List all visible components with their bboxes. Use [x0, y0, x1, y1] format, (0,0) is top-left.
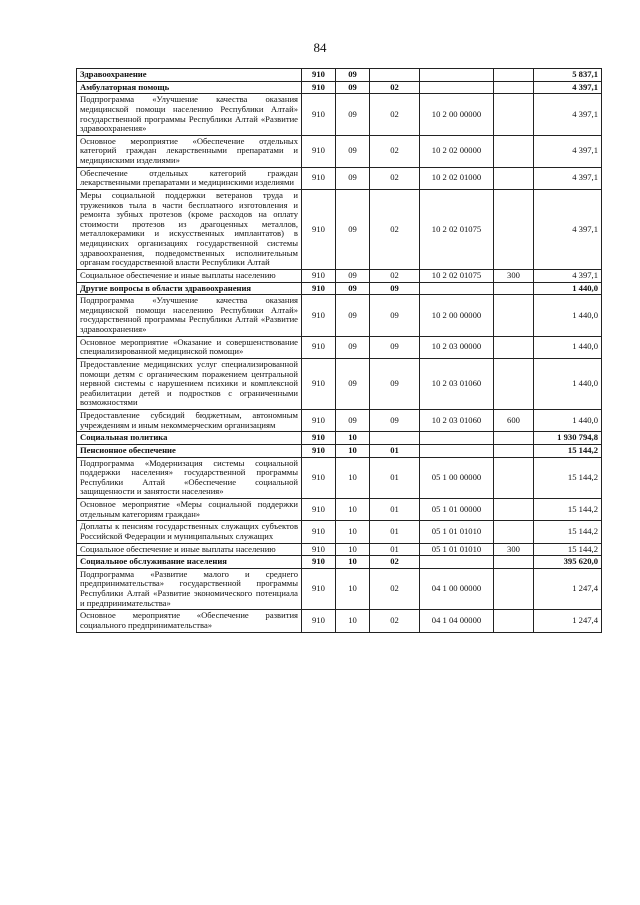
page-number: 84: [313, 40, 327, 55]
expense-type-cell: [494, 336, 534, 358]
target-article-cell: 10 2 00 00000: [420, 295, 494, 337]
amount-cell: 4 397,1: [534, 135, 602, 167]
subsection-code-cell: 02: [370, 568, 420, 610]
subsection-code-cell: 09: [370, 282, 420, 295]
row-name-cell: Социальная политика: [77, 432, 302, 445]
subsection-code-cell: 09: [370, 336, 420, 358]
section-code-cell: 09: [336, 358, 370, 409]
row-name-cell: Социальное обеспечение и иные выплаты населению: [77, 543, 302, 556]
amount-cell: 4 397,1: [534, 94, 602, 136]
row-name-cell: Предоставление медицинских услуг специализированной помощи детям с органическим поражением центральной нервной системы с нарушением психики и комплексной реабилитации детей и подростков с ограниченными возможностями: [77, 358, 302, 409]
subsection-code-cell: 02: [370, 135, 420, 167]
row-name-cell: Основное мероприятие «Обеспечение отдельных категорий граждан лекарственными препаратами и медицинскими изделиями»: [77, 135, 302, 167]
section-code-cell: 09: [336, 282, 370, 295]
expense-type-cell: [494, 444, 534, 457]
expense-type-cell: [494, 610, 534, 632]
target-article-cell: 10 2 03 01060: [420, 410, 494, 432]
table-row: [77, 568, 602, 610]
table-row: [77, 336, 602, 358]
row-name-cell: Подпрограмма «Улучшение качества оказания медицинской помощи населению Республики Алтай» государственной программы Республики Алтай «Развитие здравоохранения»: [77, 295, 302, 337]
department-code-cell: 910: [302, 69, 336, 82]
amount-cell: 1 247,4: [534, 610, 602, 632]
expense-type-cell: [494, 568, 534, 610]
expense-type-cell: [494, 358, 534, 409]
department-code-cell: 910: [302, 610, 336, 632]
amount-cell: 4 397,1: [534, 189, 602, 269]
row-name-cell: Меры социальной поддержки ветеранов труда и тружеников тыла в части бесплатного изготовления и ремонта зубных протезов (кроме расходов на оплату стоимости протезов из драгоценных металлов, металлокерамики и искусственных имплантатов) в медицинских организациях государственной системы здравоохранения, подведомственных исполнительным органам государственной власти Республики Алтай: [77, 189, 302, 269]
target-article-cell: 05 1 01 01010: [420, 521, 494, 543]
row-name-cell: Доплаты к пенсиям государственных служащих субъектов Российской Федерации и муниципальных служащих: [77, 521, 302, 543]
department-code-cell: 910: [302, 568, 336, 610]
subsection-code-cell: 02: [370, 189, 420, 269]
target-article-cell: 05 1 01 01010: [420, 543, 494, 556]
section-code-cell: 10: [336, 521, 370, 543]
row-name-cell: Здравоохранение: [77, 69, 302, 82]
expense-type-cell: [494, 81, 534, 94]
target-article-cell: 10 2 02 00000: [420, 135, 494, 167]
department-code-cell: 910: [302, 444, 336, 457]
table-row: [77, 444, 602, 457]
amount-cell: 15 144,2: [534, 543, 602, 556]
expense-type-cell: 600: [494, 410, 534, 432]
department-code-cell: 910: [302, 336, 336, 358]
amount-cell: 1 440,0: [534, 282, 602, 295]
department-code-cell: 910: [302, 269, 336, 282]
table-row: [77, 358, 602, 409]
table-row: [77, 167, 602, 189]
target-article-cell: 04 1 04 00000: [420, 610, 494, 632]
expense-type-cell: [494, 69, 534, 82]
table-row: [77, 135, 602, 167]
amount-cell: 5 837,1: [534, 69, 602, 82]
expense-type-cell: [494, 521, 534, 543]
department-code-cell: 910: [302, 457, 336, 499]
row-name-cell: Основное мероприятие «Оказание и совершенствование специализированной медицинской помощи»: [77, 336, 302, 358]
amount-cell: 1 440,0: [534, 295, 602, 337]
section-code-cell: 09: [336, 94, 370, 136]
budget-table-body: [77, 69, 602, 633]
target-article-cell: [420, 69, 494, 82]
section-code-cell: 09: [336, 295, 370, 337]
subsection-code-cell: 09: [370, 410, 420, 432]
table-row: [77, 432, 602, 445]
row-name-cell: Подпрограмма «Улучшение качества оказания медицинской помощи населению Республики Алтай» государственной программы Республики Алтай «Развитие здравоохранения»: [77, 94, 302, 136]
section-code-cell: 09: [336, 167, 370, 189]
target-article-cell: [420, 556, 494, 569]
amount-cell: 15 144,2: [534, 444, 602, 457]
subsection-code-cell: 02: [370, 167, 420, 189]
amount-cell: 15 144,2: [534, 457, 602, 499]
expense-type-cell: [494, 499, 534, 521]
department-code-cell: 910: [302, 556, 336, 569]
amount-cell: 1 440,0: [534, 358, 602, 409]
expense-type-cell: [494, 556, 534, 569]
table-row: [77, 410, 602, 432]
target-article-cell: [420, 432, 494, 445]
department-code-cell: 910: [302, 295, 336, 337]
subsection-code-cell: 01: [370, 543, 420, 556]
subsection-code-cell: 02: [370, 94, 420, 136]
table-row: [77, 556, 602, 569]
row-name-cell: Социальное обеспечение и иные выплаты населению: [77, 269, 302, 282]
row-name-cell: Обеспечение отдельных категорий граждан лекарственными препаратами и медицинскими изделиями: [77, 167, 302, 189]
amount-cell: 395 620,0: [534, 556, 602, 569]
subsection-code-cell: 09: [370, 295, 420, 337]
subsection-code-cell: [370, 432, 420, 445]
section-code-cell: 10: [336, 457, 370, 499]
amount-cell: 15 144,2: [534, 499, 602, 521]
department-code-cell: 910: [302, 432, 336, 445]
department-code-cell: 910: [302, 499, 336, 521]
department-code-cell: 910: [302, 543, 336, 556]
target-article-cell: 05 1 01 00000: [420, 499, 494, 521]
section-code-cell: 09: [336, 269, 370, 282]
department-code-cell: 910: [302, 81, 336, 94]
table-row: [77, 69, 602, 82]
target-article-cell: 05 1 00 00000: [420, 457, 494, 499]
table-row: [77, 543, 602, 556]
table-row: [77, 521, 602, 543]
amount-cell: 1 930 794,8: [534, 432, 602, 445]
row-name-cell: Подпрограмма «Развитие малого и среднего предпринимательства» государственной программы Республики Алтай «Развитие экономического потенциала и предпринимательства»: [77, 568, 302, 610]
target-article-cell: 10 2 03 00000: [420, 336, 494, 358]
section-code-cell: 10: [336, 499, 370, 521]
target-article-cell: [420, 81, 494, 94]
target-article-cell: [420, 282, 494, 295]
subsection-code-cell: 01: [370, 457, 420, 499]
expense-type-cell: [494, 94, 534, 136]
amount-cell: 1 440,0: [534, 410, 602, 432]
section-code-cell: 09: [336, 189, 370, 269]
row-name-cell: Основное мероприятие «Обеспечение развития социального предпринимательства»: [77, 610, 302, 632]
expense-type-cell: [494, 167, 534, 189]
subsection-code-cell: 09: [370, 358, 420, 409]
amount-cell: 4 397,1: [534, 269, 602, 282]
table-row: [77, 94, 602, 136]
department-code-cell: 910: [302, 167, 336, 189]
section-code-cell: 10: [336, 610, 370, 632]
amount-cell: 4 397,1: [534, 81, 602, 94]
section-code-cell: 10: [336, 543, 370, 556]
table-row: [77, 610, 602, 632]
target-article-cell: [420, 444, 494, 457]
department-code-cell: 910: [302, 189, 336, 269]
row-name-cell: Амбулаторная помощь: [77, 81, 302, 94]
department-code-cell: 910: [302, 521, 336, 543]
target-article-cell: 04 1 00 00000: [420, 568, 494, 610]
department-code-cell: 910: [302, 135, 336, 167]
subsection-code-cell: 02: [370, 269, 420, 282]
table-row: [77, 282, 602, 295]
subsection-code-cell: 01: [370, 444, 420, 457]
amount-cell: 4 397,1: [534, 167, 602, 189]
expense-type-cell: [494, 295, 534, 337]
table-row: [77, 499, 602, 521]
row-name-cell: Подпрограмма «Модернизация системы социальной поддержки населения» государственной программы Республики Алтай «Обеспечение социальной защищенности и занятости населения»: [77, 457, 302, 499]
subsection-code-cell: 02: [370, 81, 420, 94]
table-row: [77, 189, 602, 269]
subsection-code-cell: 01: [370, 499, 420, 521]
subsection-code-cell: [370, 69, 420, 82]
amount-cell: 1 440,0: [534, 336, 602, 358]
department-code-cell: 910: [302, 94, 336, 136]
row-name-cell: Социальное обслуживание населения: [77, 556, 302, 569]
expense-type-cell: 300: [494, 543, 534, 556]
expense-type-cell: [494, 432, 534, 445]
target-article-cell: 10 2 03 01060: [420, 358, 494, 409]
row-name-cell: Предоставление субсидий бюджетным, автономным учреждениям и иным некоммерческим организациям: [77, 410, 302, 432]
expense-type-cell: [494, 189, 534, 269]
subsection-code-cell: 02: [370, 556, 420, 569]
section-code-cell: 09: [336, 69, 370, 82]
department-code-cell: 910: [302, 410, 336, 432]
amount-cell: 1 247,4: [534, 568, 602, 610]
section-code-cell: 09: [336, 81, 370, 94]
section-code-cell: 09: [336, 135, 370, 167]
expense-type-cell: [494, 457, 534, 499]
target-article-cell: 10 2 00 00000: [420, 94, 494, 136]
department-code-cell: 910: [302, 358, 336, 409]
section-code-cell: 10: [336, 432, 370, 445]
amount-cell: 15 144,2: [534, 521, 602, 543]
table-row: [77, 81, 602, 94]
target-article-cell: 10 2 02 01075: [420, 269, 494, 282]
row-name-cell: Пенсионное обеспечение: [77, 444, 302, 457]
table-row: [77, 269, 602, 282]
section-code-cell: 10: [336, 444, 370, 457]
section-code-cell: 10: [336, 568, 370, 610]
budget-table: [76, 68, 602, 633]
target-article-cell: 10 2 02 01075: [420, 189, 494, 269]
target-article-cell: 10 2 02 01000: [420, 167, 494, 189]
subsection-code-cell: 01: [370, 521, 420, 543]
expense-type-cell: [494, 135, 534, 167]
table-row: [77, 295, 602, 337]
row-name-cell: Основное мероприятие «Меры социальной поддержки отдельным категориям граждан»: [77, 499, 302, 521]
row-name-cell: Другие вопросы в области здравоохранения: [77, 282, 302, 295]
section-code-cell: 10: [336, 556, 370, 569]
table-row: [77, 457, 602, 499]
expense-type-cell: [494, 282, 534, 295]
subsection-code-cell: 02: [370, 610, 420, 632]
section-code-cell: 09: [336, 336, 370, 358]
section-code-cell: 09: [336, 410, 370, 432]
expense-type-cell: 300: [494, 269, 534, 282]
department-code-cell: 910: [302, 282, 336, 295]
